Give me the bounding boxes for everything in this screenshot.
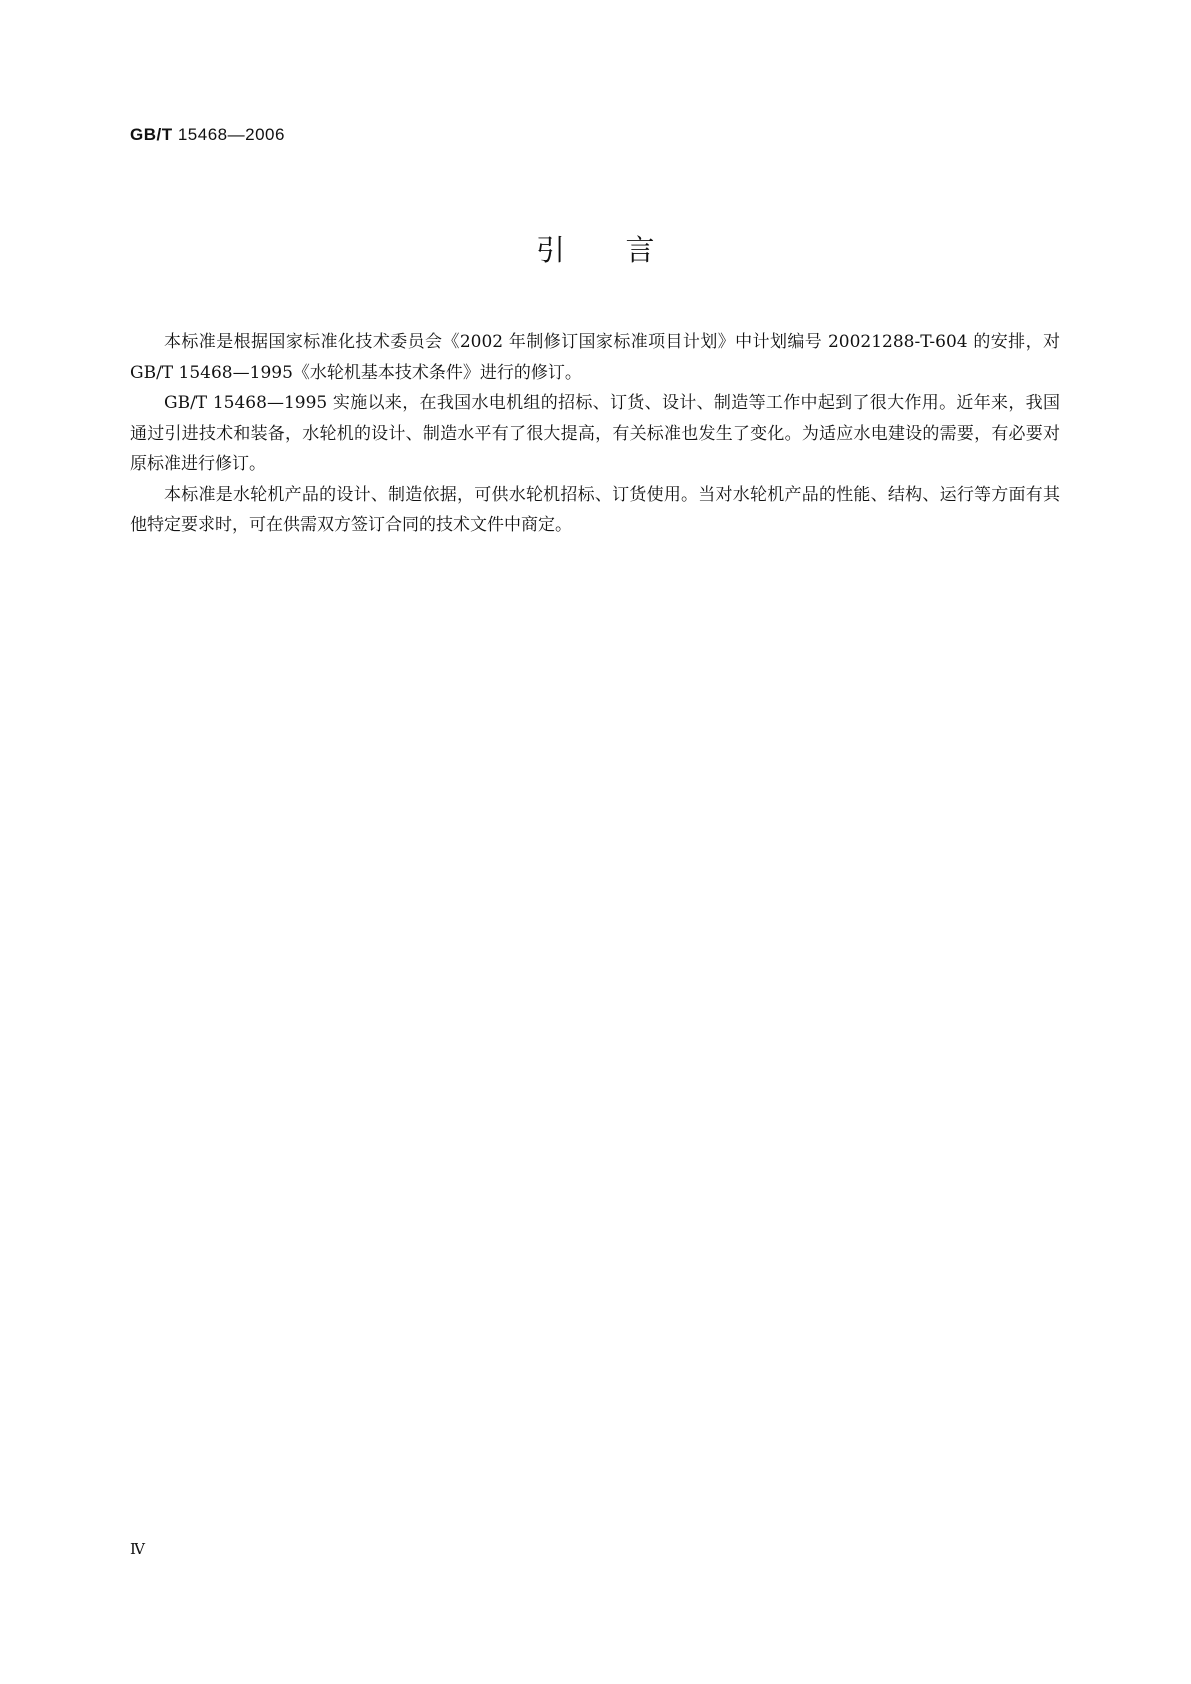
standard-code-header [130, 125, 285, 145]
section-title-char-1: 引 [535, 233, 566, 267]
section-title-char-2: 言 [625, 233, 656, 267]
introduction-body [130, 327, 1060, 541]
paragraph: GB/T 15468—1995 实施以来，在我国水电机组的招标、订货、设计、制造等工作中起到了很大作用。近年来，我国通过引进技术和装备，水轮机的设计、制造水平有了很大提高，有关标准也发生了变化。为适应水电建设的需要，有必要对原标准进行修订。 [130, 393, 1060, 474]
paragraph: 本标准是根据国家标准化技术委员会《2002 年制修订国家标准项目计划》中计划编号 20021288-T-604 的安排，对 GB/T 15468—1995《水轮机基本技术条件》进行的修订。 [130, 332, 1060, 383]
page-number: Ⅳ [130, 1540, 145, 1558]
paragraph: 本标准是水轮机产品的设计、制造依据，可供水轮机招标、订货使用。当对水轮机产品的性能、结构、运行等方面有其他特定要求时，可在供需双方签订合同的技术文件中商定。 [130, 484, 1060, 535]
section-title [0, 228, 1191, 269]
standard-prefix: GB/T [130, 125, 173, 144]
standard-number: 15468—2006 [177, 125, 285, 144]
